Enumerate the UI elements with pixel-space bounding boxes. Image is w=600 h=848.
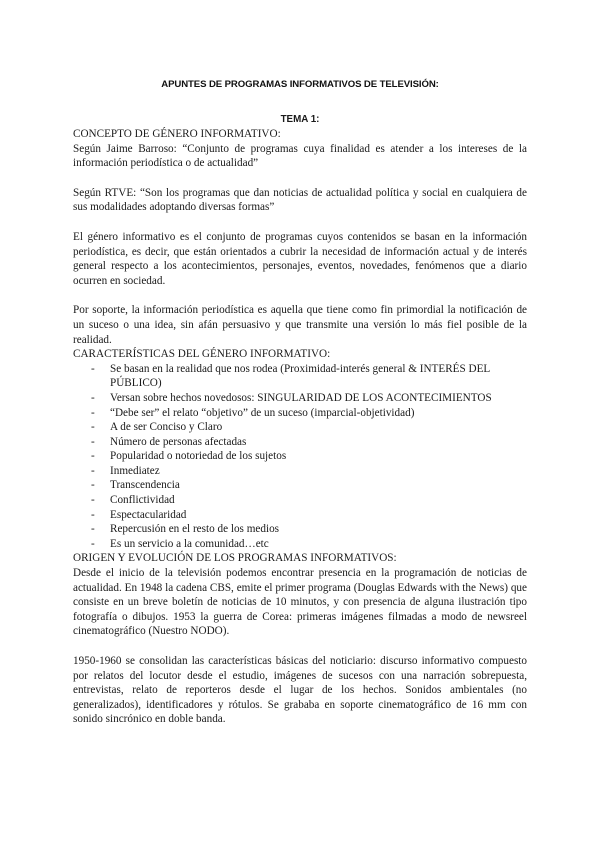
list-item: - Número de personas afectadas [73,435,527,450]
caracteristicas-heading: CARACTERÍSTICAS DEL GÉNERO INFORMATIVO: [73,348,331,361]
list-item: - Espectacularidad [73,508,527,523]
list-item: - Conflictividad [73,493,527,508]
list-item: - “Debe ser” el relato “objetivo” de un suceso (imparcial-objetividad) [73,406,527,421]
rtve-paragraph: Según RTVE: “Son los programas que dan noticias de actualidad política y social en cualquiera de sus modalidades adoptando diversas formas” [73,186,527,214]
document-title: APUNTES DE PROGRAMAS INFORMATIVOS DE TELEVISIÓN: [161,79,439,90]
list-item: - Transcendencia [73,478,527,493]
barroso-paragraph: Según Jaime Barroso: “Conjunto de programas cuya finalidad es atender a los intereses de la información periodística o de actualidad” [73,142,527,170]
list-item: - Se basan en la realidad que nos rodea (Proximidad-interés general & INTERÉS DEL PÚBLICO) [73,362,527,391]
list-item: - Repercusión en el resto de los medios [73,522,527,537]
origen-heading: ORIGEN Y EVOLUCIÓN DE LOS PROGRAMAS INFORMATIVOS: [73,552,397,565]
list-item: - Inmediatez [73,464,527,479]
concepto-heading: CONCEPTO DE GÉNERO INFORMATIVO: [73,128,281,140]
section-heading-tema: TEMA 1: [280,114,320,125]
list-item: - Es un servicio a la comunidad…etc [73,537,527,552]
list-item: - Versan sobre hechos novedosos: SINGULARIDAD DE LOS ACONTECIMIENTOS [73,391,527,406]
document-body [73,113,527,727]
decada-paragraph: 1950-1960 se consolidan las características básicas del noticiario: discurso informativo compuesto por relatos del locutor desde el estudio, imágenes de sucesos con una narración sobrepuesta, entrevistas, relato de reporteros desde el lugar de los hechos. Sonidos ambientales (no generalizados), identificadores y rótulos. Se grababa en soporte cinematográfico de 16 mm con sonido sincrónico en doble banda. [73,655,527,726]
genero-paragraph: El género informativo es el conjunto de programas cuyos contenidos se basan en la información periodística, es decir, que están orientados a cubrir la necesidad de información actual y de interés general respecto a los acontecimientos, personajes, eventos, novedades, fenómenos que a diario ocurren en sociedad. [73,230,527,287]
list-item: - A de ser Conciso y Claro [73,420,527,435]
soporte-paragraph: Por soporte, la información periodística es aquella que tiene como fin primordial la notificación de un suceso o una idea, sin afán persuasivo y que transmite una versión lo más fiel posible de la realidad. [73,304,527,346]
caracteristicas-list [73,362,527,552]
origen-paragraph: Desde el inicio de la televisión podemos encontrar presencia en la programación de noticias de actualidad. En 1948 la cadena CBS, emite el primer programa (Douglas Edwards with the News) que consiste en un breve boletín de noticias de 10 minutos, y con presencia de alguna ilustración tipo fotografía o dibujos. 1953 la guerra de Corea: primeras imágenes filmadas a modo de newsreel cinematográfico (Nuestro NODO). [73,567,527,638]
list-item: - Popularidad o notoriedad de los sujetos [73,449,527,464]
